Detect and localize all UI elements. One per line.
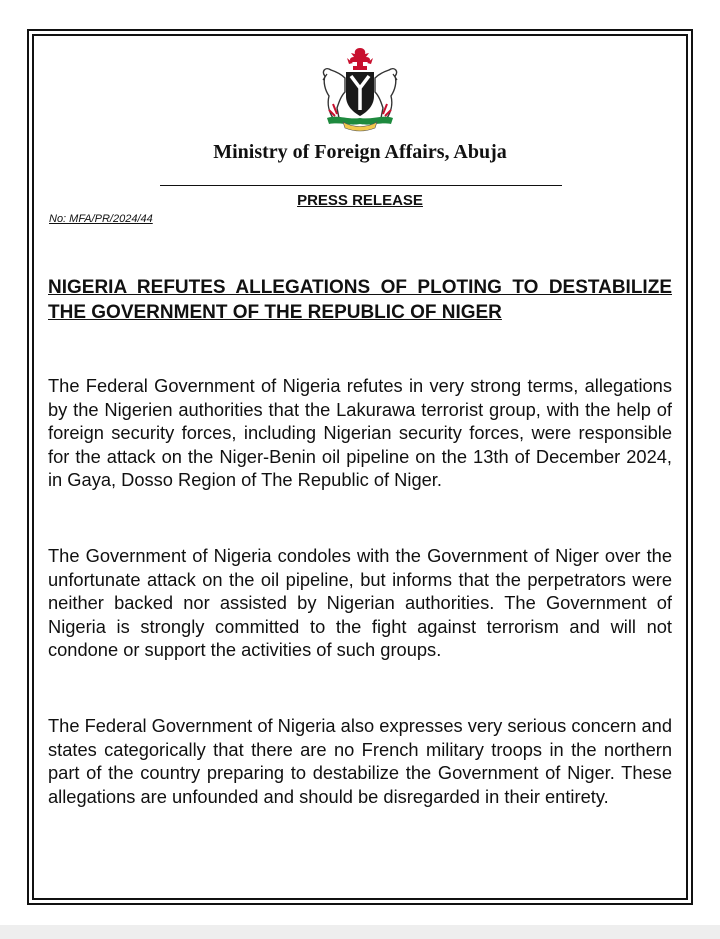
header-divider xyxy=(160,185,562,186)
page-bottom-strip xyxy=(0,925,720,939)
press-release-label: PRESS RELEASE xyxy=(297,192,423,209)
body-paragraph-2: The Government of Nigeria condoles with the Government of Niger over the unfortunate attack on the oil pipeline, but informs that the perpetrators were neither backed nor assisted by Nigerian authorities. The Government of Nigeria is strongly committed to the fight against terrorism and will not condone or support the activities of such groups. xyxy=(48,545,672,660)
body-paragraph-3: The Federal Government of Nigeria also expresses very serious concern and states categorically that there are no French military troops in the northern part of the country preparing to destabilize the Government of Niger. These allegations are unfounded and should be disregarded in their entirety. xyxy=(48,715,672,807)
body-paragraph-1: The Federal Government of Nigeria refutes in very strong terms, allegations by the Nigerien authorities that the Lakurawa terrorist group, with the help of foreign security forces, including Nigerian security forces, were responsible for the attack on the Niger-Benin oil pipeline on the 13th of December 2024, in Gaya, Dosso Region of The Republic of Niger. xyxy=(48,375,672,490)
ministry-title: Ministry of Foreign Affairs, Abuja xyxy=(213,141,507,163)
nigeria-coat-of-arms-icon xyxy=(313,44,407,132)
reference-number: No: MFA/PR/2024/44 xyxy=(49,213,153,225)
press-release-headline: NIGERIA REFUTES ALLEGATIONS OF PLOTING TO DESTABILIZE THE GOVERNMENT OF THE REPUBLIC OF NIGER xyxy=(48,277,672,323)
